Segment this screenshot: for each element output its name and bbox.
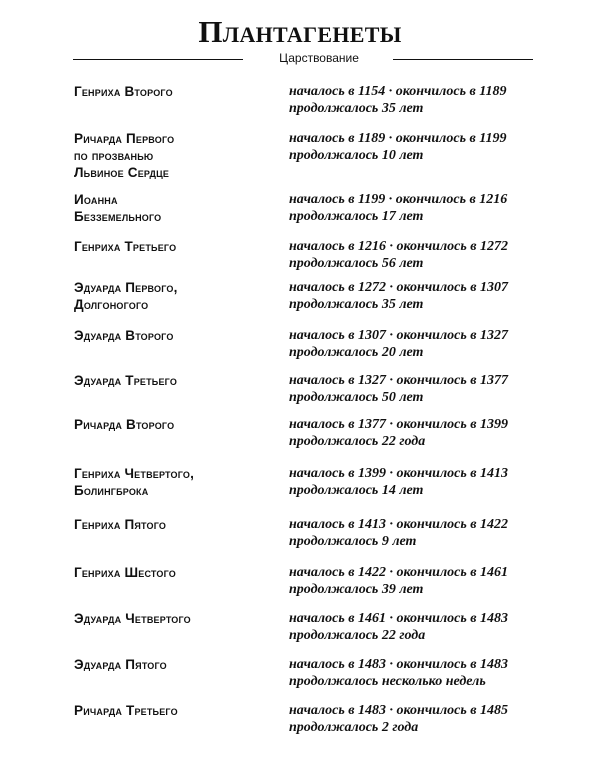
- reign-duration: продолжалось 22 года: [289, 434, 426, 449]
- monarch-name: [74, 564, 274, 581]
- reign-duration: продолжалось несколько недель: [289, 674, 486, 689]
- column-heading: Царствование: [279, 51, 359, 65]
- monarch-name-line: Генриха Шестого: [74, 565, 176, 580]
- reign-start-end: началось в 1216 · окончилось в 1272: [289, 239, 509, 254]
- monarch-name: [74, 516, 274, 533]
- reign-duration: продолжалось 39 лет: [289, 582, 424, 597]
- monarch-name-line: Генриха Пятого: [74, 517, 167, 532]
- monarch-name-line: Ричарда Первого: [74, 131, 175, 146]
- divider-right: [393, 59, 533, 60]
- reign-dates: [289, 279, 549, 313]
- monarch-name: [74, 465, 274, 499]
- monarch-name-line: Эдуарда Четвертого: [74, 611, 191, 626]
- monarch-name-line: по прозванью: [74, 148, 154, 163]
- monarch-name: [74, 327, 274, 344]
- monarch-name-line: Безземельного: [74, 209, 162, 224]
- monarch-name: [74, 656, 274, 673]
- reign-duration: продолжалось 20 лет: [289, 345, 424, 360]
- reign-start-end: началось в 1327 · окончилось в 1377: [289, 373, 509, 388]
- reign-duration: продолжалось 17 лет: [289, 209, 424, 224]
- reign-dates: [289, 416, 549, 450]
- reign-dates: [289, 238, 549, 272]
- reign-start-end: началось в 1413 · окончилось в 1422: [289, 517, 509, 532]
- monarch-name-line: Ричарда Второго: [74, 417, 175, 432]
- reign-dates: [289, 83, 549, 117]
- monarch-name-line: Генриха Третьего: [74, 239, 177, 254]
- reign-start-end: началось в 1461 · окончилось в 1483: [289, 611, 509, 626]
- reign-start-end: началось в 1399 · окончилось в 1413: [289, 466, 509, 481]
- reign-duration: продолжалось 56 лет: [289, 256, 424, 271]
- monarch-name: [74, 416, 274, 433]
- monarch-name-line: Львиное Сердце: [74, 165, 170, 180]
- monarch-name: [74, 238, 274, 255]
- reign-start-end: началось в 1272 · окончилось в 1307: [289, 280, 509, 295]
- reign-start-end: началось в 1483 · окончилось в 1483: [289, 657, 509, 672]
- reign-dates: [289, 702, 549, 736]
- reign-start-end: началось в 1199 · окончилось в 1216: [289, 192, 508, 207]
- monarch-name: [74, 610, 274, 627]
- monarch-name-line: Эдуарда Третьего: [74, 373, 178, 388]
- reign-dates: [289, 327, 549, 361]
- reign-duration: продолжалось 10 лет: [289, 148, 424, 163]
- monarch-name: [74, 702, 274, 719]
- monarch-name: [74, 191, 274, 225]
- monarch-name-line: Генриха Второго: [74, 84, 173, 99]
- monarch-name-line: Эдуарда Второго: [74, 328, 174, 343]
- reign-start-end: началось в 1154 · окончилось в 1189: [289, 84, 507, 99]
- subtitle-row: [73, 51, 533, 67]
- reign-duration: продолжалось 14 лет: [289, 483, 424, 498]
- reign-dates: [289, 372, 549, 406]
- reign-start-end: началось в 1483 · окончилось в 1485: [289, 703, 509, 718]
- monarch-name-line: Долгоногого: [74, 297, 149, 312]
- reign-dates: [289, 610, 549, 644]
- monarch-name: [74, 279, 274, 313]
- monarch-name-line: Эдуарда Пятого: [74, 657, 167, 672]
- reign-duration: продолжалось 35 лет: [289, 101, 424, 116]
- reign-duration: продолжалось 9 лет: [289, 534, 417, 549]
- reign-duration: продолжалось 2 года: [289, 720, 419, 735]
- reign-dates: [289, 465, 549, 499]
- monarch-name: [74, 130, 274, 181]
- reign-start-end: началось в 1189 · окончилось в 1199: [289, 131, 507, 146]
- divider-left: [73, 59, 243, 60]
- reign-dates: [289, 130, 549, 164]
- monarch-name-line: Эдуарда Первого,: [74, 280, 178, 295]
- monarch-name-line: Ричарда Третьего: [74, 703, 178, 718]
- reign-start-end: началось в 1422 · окончилось в 1461: [289, 565, 509, 580]
- page-title: Плантагенеты: [198, 14, 402, 49]
- monarch-name: [74, 83, 274, 100]
- reign-duration: продолжалось 50 лет: [289, 390, 424, 405]
- reign-dates: [289, 516, 549, 550]
- reign-dates: [289, 564, 549, 598]
- reign-duration: продолжалось 35 лет: [289, 297, 424, 312]
- monarch-name-line: Болингброка: [74, 483, 149, 498]
- monarch-name-line: Генриха Четвертого,: [74, 466, 195, 481]
- monarch-name: [74, 372, 274, 389]
- reign-dates: [289, 656, 549, 690]
- reign-dates: [289, 191, 549, 225]
- reign-duration: продолжалось 22 года: [289, 628, 426, 643]
- reign-start-end: началось в 1307 · окончилось в 1327: [289, 328, 509, 343]
- reign-start-end: началось в 1377 · окончилось в 1399: [289, 417, 509, 432]
- monarch-name-line: Иоанна: [74, 192, 118, 207]
